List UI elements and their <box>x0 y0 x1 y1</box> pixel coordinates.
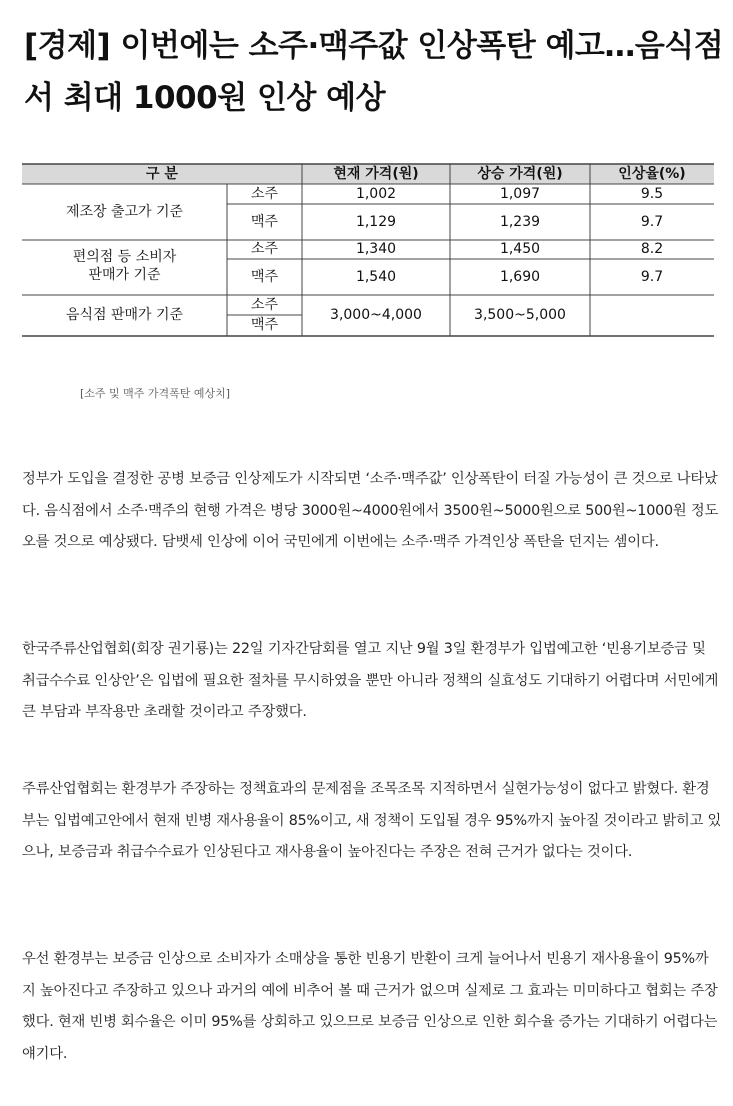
rate-beer-retail: 9.7 <box>640 269 664 285</box>
current-soju-factory: 1,002 <box>355 186 397 202</box>
price-table <box>22 160 714 338</box>
group-label-factory: 제조장 출고가 기준 <box>65 204 184 220</box>
rate-beer-factory: 9.7 <box>640 214 664 230</box>
article-headline: [경제] 이번에는 소주·맥주값 인상폭탄 예고…음식점서 최대 1000원 인상 예상 <box>24 28 724 116</box>
rate-soju-factory: 9.5 <box>640 186 664 202</box>
item-soju-restaurant: 소주 <box>250 297 279 313</box>
item-beer-factory: 맥주 <box>250 214 279 230</box>
item-beer-retail: 맥주 <box>250 269 279 285</box>
raised-beer-retail: 1,690 <box>499 269 541 285</box>
current-restaurant: 3,000~4,000 <box>330 307 422 323</box>
header-current-price: 현재 가격(원) <box>333 166 419 182</box>
table-caption: [소주 및 맥주 가격폭탄 예상치] <box>80 387 231 400</box>
raised-soju-retail: 1,450 <box>499 241 541 257</box>
current-beer-factory: 1,129 <box>355 214 397 230</box>
rate-soju-retail: 8.2 <box>640 241 664 257</box>
paragraph-1: 정부가 도입을 결정한 공병 보증금 인상제도가 시작되면 ‘소주·맥주값’ 인상폭탄이 터질 가능성이 큰 것으로 나타났다. 음식점에서 소주·맥주의 현행 가격은 병당 3000원~4000원에서 3500원~5000원으로 500원~1000원 정도 오를 것으로 예상됐다. 담뱃세 인상에 이어 국민에게 이번에는 소주·맥주 가격인상 폭탄을 던지는 셈이다. <box>22 471 719 550</box>
paragraph-4: 우선 환경부는 보증금 인상으로 소비자가 소매상을 통한 빈용기 반환이 크게 늘어나서 빈용기 재사용율이 95%까지 높아진다고 주장하고 있으나 과거의 예에 비추어 볼 때 근거가 없으며 실제로 그 효과는 미미하다고 협회는 주장했다. 현재 빈병 회수율은 이미 95%를 상회하고 있으므로 보증금 인상으로 인한 회수율 증가는 기대하기 어렵다는 얘기다. <box>22 951 718 1062</box>
item-beer-restaurant: 맥주 <box>250 317 279 333</box>
raised-soju-factory: 1,097 <box>499 186 541 202</box>
current-soju-retail: 1,340 <box>355 241 397 257</box>
group-label-restaurant: 음식점 판매가 기준 <box>65 307 184 323</box>
paragraph-2: 한국주류산업협회(회장 권기룡)는 22일 기자간담회를 열고 지난 9월 3일 환경부가 입법예고한 ‘빈용기보증금 및 취급수수료 인상안’은 입법에 필요한 절차를 무시하였을 뿐만 아니라 정책의 실효성도 기대하기 어렵다며 서민에게 큰 부담과 부작용만 초래할 것이라고 주장했다. <box>22 641 719 720</box>
header-raised-price: 상승 가격(원) <box>477 166 563 182</box>
item-soju-factory: 소주 <box>250 186 279 202</box>
header-rate: 인상율(%) <box>618 166 686 182</box>
group-label-retail-line1: 편의점 등 소비자 <box>72 249 177 265</box>
raised-restaurant: 3,500~5,000 <box>474 307 566 323</box>
paragraph-3: 주류산업협회는 환경부가 주장하는 정책효과의 문제점을 조목조목 지적하면서 실현가능성이 없다고 밝혔다. 환경부는 입법예고안에서 현재 빈병 재사용율이 85%이고, 새 정책이 도입될 경우 95%까지 높아질 것이라고 밝히고 있으나, 보증금과 취급수수료가 인상된다고 재사용율이 높아진다는 주장은 전혀 근거가 없다는 것이다. <box>22 781 722 860</box>
raised-beer-factory: 1,239 <box>499 214 541 230</box>
header-category: 구 분 <box>146 166 178 182</box>
current-beer-retail: 1,540 <box>355 269 397 285</box>
item-soju-retail: 소주 <box>250 241 279 257</box>
group-label-retail-line2: 판매가 기준 <box>88 267 161 283</box>
